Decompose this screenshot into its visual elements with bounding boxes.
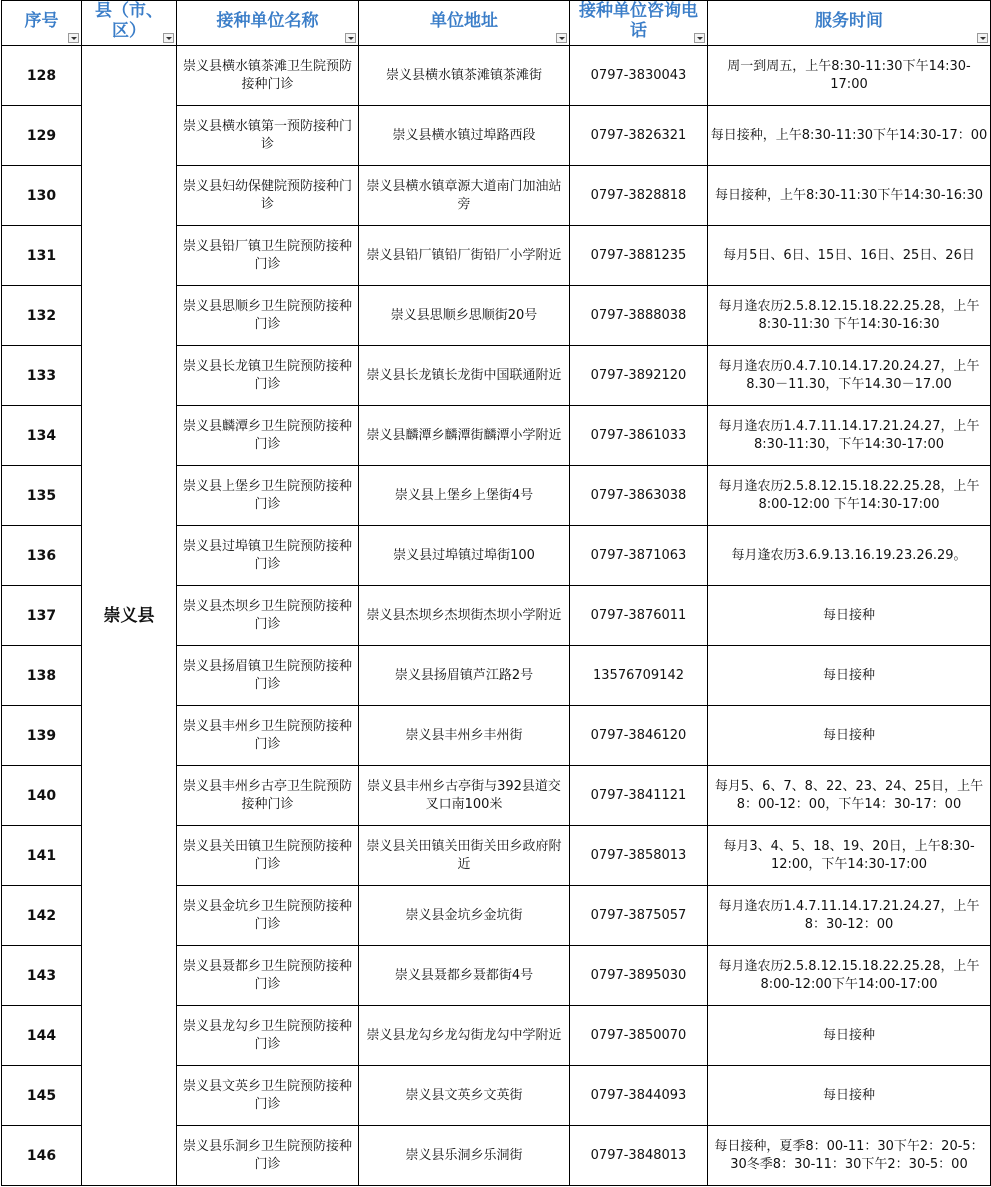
address-cell: 崇义县思顺乡思顺街20号 <box>359 286 570 346</box>
service-hours-cell: 每日接种 <box>708 1006 991 1066</box>
phone-cell: 0797-3848013 <box>570 1126 708 1186</box>
row-number-cell: 138 <box>2 646 82 706</box>
address-cell: 崇义县过埠镇过埠街100 <box>359 526 570 586</box>
address-cell: 崇义县横水镇章源大道南门加油站旁 <box>359 166 570 226</box>
address-cell: 崇义县长龙镇长龙街中国联通附近 <box>359 346 570 406</box>
phone-cell: 0797-3888038 <box>570 286 708 346</box>
site-name-cell: 崇义县乐洞乡卫生院预防接种门诊 <box>177 1126 359 1186</box>
site-name-cell: 崇义县金坑乡卫生院预防接种门诊 <box>177 886 359 946</box>
row-number-cell: 141 <box>2 826 82 886</box>
phone-cell: 0797-3828818 <box>570 166 708 226</box>
service-hours-cell: 周一到周五，上午8:30-11:30下午14:30-17:00 <box>708 46 991 106</box>
phone-cell: 0797-3841121 <box>570 766 708 826</box>
address-cell: 崇义县乐洞乡乐洞街 <box>359 1126 570 1186</box>
site-name-cell: 崇义县横水镇第一预防接种门诊 <box>177 106 359 166</box>
header-cell <box>359 1 570 46</box>
row-number-cell: 145 <box>2 1066 82 1126</box>
phone-cell: 0797-3861033 <box>570 406 708 466</box>
row-number-cell: 129 <box>2 106 82 166</box>
phone-cell: 0797-3895030 <box>570 946 708 1006</box>
header-label: 服务时间 <box>815 11 883 31</box>
row-number-cell: 131 <box>2 226 82 286</box>
phone-cell: 0797-3892120 <box>570 346 708 406</box>
service-hours-cell: 每月逢农历3.6.9.13.16.19.23.26.29。 <box>708 526 991 586</box>
address-cell: 崇义县文英乡文英街 <box>359 1066 570 1126</box>
filter-dropdown-icon[interactable] <box>163 33 174 43</box>
address-cell: 崇义县上堡乡上堡街4号 <box>359 466 570 526</box>
header-cell <box>708 1 991 46</box>
site-name-cell: 崇义县关田镇卫生院预防接种门诊 <box>177 826 359 886</box>
row-number-cell: 143 <box>2 946 82 1006</box>
filter-dropdown-icon[interactable] <box>977 33 988 43</box>
phone-cell: 0797-3863038 <box>570 466 708 526</box>
site-name-cell: 崇义县丰州乡卫生院预防接种门诊 <box>177 706 359 766</box>
site-name-cell: 崇义县长龙镇卫生院预防接种门诊 <box>177 346 359 406</box>
county-cell: 崇义县 <box>82 46 177 1186</box>
row-number-cell: 136 <box>2 526 82 586</box>
site-name-cell: 崇义县聂都乡卫生院预防接种门诊 <box>177 946 359 1006</box>
service-hours-cell: 每月5、6、7、8、22、23、24、25日，上午8：00-12：00，下午14：30-17：00 <box>708 766 991 826</box>
header-cell <box>177 1 359 46</box>
row-number-cell: 144 <box>2 1006 82 1066</box>
phone-cell: 0797-3844093 <box>570 1066 708 1126</box>
phone-cell: 0797-3876011 <box>570 586 708 646</box>
header-label: 序号 <box>24 11 59 31</box>
site-name-cell: 崇义县扬眉镇卫生院预防接种门诊 <box>177 646 359 706</box>
filter-dropdown-icon[interactable] <box>345 33 356 43</box>
header-cell <box>570 1 708 46</box>
site-name-cell: 崇义县丰州乡古亭卫生院预防接种门诊 <box>177 766 359 826</box>
phone-cell: 0797-3850070 <box>570 1006 708 1066</box>
row-number-cell: 134 <box>2 406 82 466</box>
address-cell: 崇义县丰州乡古亭街与392县道交叉口南100米 <box>359 766 570 826</box>
address-cell: 崇义县聂都乡聂都街4号 <box>359 946 570 1006</box>
site-name-cell: 崇义县龙勾乡卫生院预防接种门诊 <box>177 1006 359 1066</box>
phone-cell: 0797-3826321 <box>570 106 708 166</box>
header-label: 单位地址 <box>430 11 498 31</box>
phone-cell: 0797-3858013 <box>570 826 708 886</box>
row-number-cell: 142 <box>2 886 82 946</box>
address-cell: 崇义县铅厂镇铅厂街铅厂小学附近 <box>359 226 570 286</box>
service-hours-cell: 每日接种 <box>708 1066 991 1126</box>
service-hours-cell: 每月3、4、5、18、19、20日，上午8:30-12:00，下午14:30-17:00 <box>708 826 991 886</box>
vaccination-sites-table <box>1 0 991 1186</box>
header-row <box>2 1 991 46</box>
site-name-cell: 崇义县思顺乡卫生院预防接种门诊 <box>177 286 359 346</box>
service-hours-cell: 每日接种，上午8:30-11:30下午14:30-16:30 <box>708 166 991 226</box>
service-hours-cell: 每日接种，夏季8：00-11：30下午2：20-5：30冬季8：30-11：30下午2：30-5：00 <box>708 1126 991 1186</box>
phone-cell: 0797-3846120 <box>570 706 708 766</box>
phone-cell: 0797-3830043 <box>570 46 708 106</box>
address-cell: 崇义县扬眉镇芦江路2号 <box>359 646 570 706</box>
site-name-cell: 崇义县过埠镇卫生院预防接种门诊 <box>177 526 359 586</box>
header-label: 接种单位名称 <box>216 11 319 31</box>
header-cell <box>2 1 82 46</box>
service-hours-cell: 每月逢农历1.4.7.11.14.17.21.24.27，上午8:30-11:30，下午14:30-17:00 <box>708 406 991 466</box>
row-number-cell: 130 <box>2 166 82 226</box>
address-cell: 崇义县横水镇过埠路西段 <box>359 106 570 166</box>
phone-cell: 0797-3875057 <box>570 886 708 946</box>
service-hours-cell: 每月逢农历2.5.8.12.15.18.22.25.28，上午8:00-12:00 下午14:30-17:00 <box>708 466 991 526</box>
row-number-cell: 140 <box>2 766 82 826</box>
address-cell: 崇义县丰州乡丰州街 <box>359 706 570 766</box>
filter-dropdown-icon[interactable] <box>68 33 79 43</box>
header-label: 县（市、区） <box>95 1 163 41</box>
service-hours-cell: 每日接种 <box>708 646 991 706</box>
service-hours-cell: 每日接种，上午8:30-11:30下午14:30-17：00 <box>708 106 991 166</box>
service-hours-cell: 每月5日、6日、15日、16日、25日、26日 <box>708 226 991 286</box>
address-cell: 崇义县关田镇关田街关田乡政府附近 <box>359 826 570 886</box>
address-cell: 崇义县金坑乡金坑街 <box>359 886 570 946</box>
phone-cell: 0797-3881235 <box>570 226 708 286</box>
site-name-cell: 崇义县麟潭乡卫生院预防接种门诊 <box>177 406 359 466</box>
address-cell: 崇义县麟潭乡麟潭街麟潭小学附近 <box>359 406 570 466</box>
row-number-cell: 128 <box>2 46 82 106</box>
row-number-cell: 146 <box>2 1126 82 1186</box>
row-number-cell: 135 <box>2 466 82 526</box>
row-number-cell: 133 <box>2 346 82 406</box>
phone-cell: 0797-3871063 <box>570 526 708 586</box>
site-name-cell: 崇义县文英乡卫生院预防接种门诊 <box>177 1066 359 1126</box>
site-name-cell: 崇义县铅厂镇卫生院预防接种门诊 <box>177 226 359 286</box>
service-hours-cell: 每月逢农历0.4.7.10.14.17.20.24.27，上午8.30－11.30，下午14.30－17.00 <box>708 346 991 406</box>
site-name-cell: 崇义县横水镇茶滩卫生院预防接种门诊 <box>177 46 359 106</box>
table-row <box>2 46 991 106</box>
site-name-cell: 崇义县上堡乡卫生院预防接种门诊 <box>177 466 359 526</box>
phone-cell: 13576709142 <box>570 646 708 706</box>
service-hours-cell: 每月逢农历2.5.8.12.15.18.22.25.28，上午8:30-11:30 下午14:30-16:30 <box>708 286 991 346</box>
row-number-cell: 132 <box>2 286 82 346</box>
filter-dropdown-icon[interactable] <box>694 33 705 43</box>
row-number-cell: 137 <box>2 586 82 646</box>
service-hours-cell: 每月逢农历1.4.7.11.14.17.21.24.27，上午8：30-12：00 <box>708 886 991 946</box>
site-name-cell: 崇义县妇幼保健院预防接种门诊 <box>177 166 359 226</box>
address-cell: 崇义县龙勾乡龙勾街龙勾中学附近 <box>359 1006 570 1066</box>
service-hours-cell: 每日接种 <box>708 586 991 646</box>
site-name-cell: 崇义县杰坝乡卫生院预防接种门诊 <box>177 586 359 646</box>
address-cell: 崇义县横水镇茶滩镇茶滩街 <box>359 46 570 106</box>
header-label: 接种单位咨询电话 <box>579 1 698 41</box>
row-number-cell: 139 <box>2 706 82 766</box>
filter-dropdown-icon[interactable] <box>556 33 567 43</box>
address-cell: 崇义县杰坝乡杰坝街杰坝小学附近 <box>359 586 570 646</box>
service-hours-cell: 每月逢农历2.5.8.12.15.18.22.25.28，上午8:00-12:00下午14:00-17:00 <box>708 946 991 1006</box>
header-cell <box>82 1 177 46</box>
service-hours-cell: 每日接种 <box>708 706 991 766</box>
